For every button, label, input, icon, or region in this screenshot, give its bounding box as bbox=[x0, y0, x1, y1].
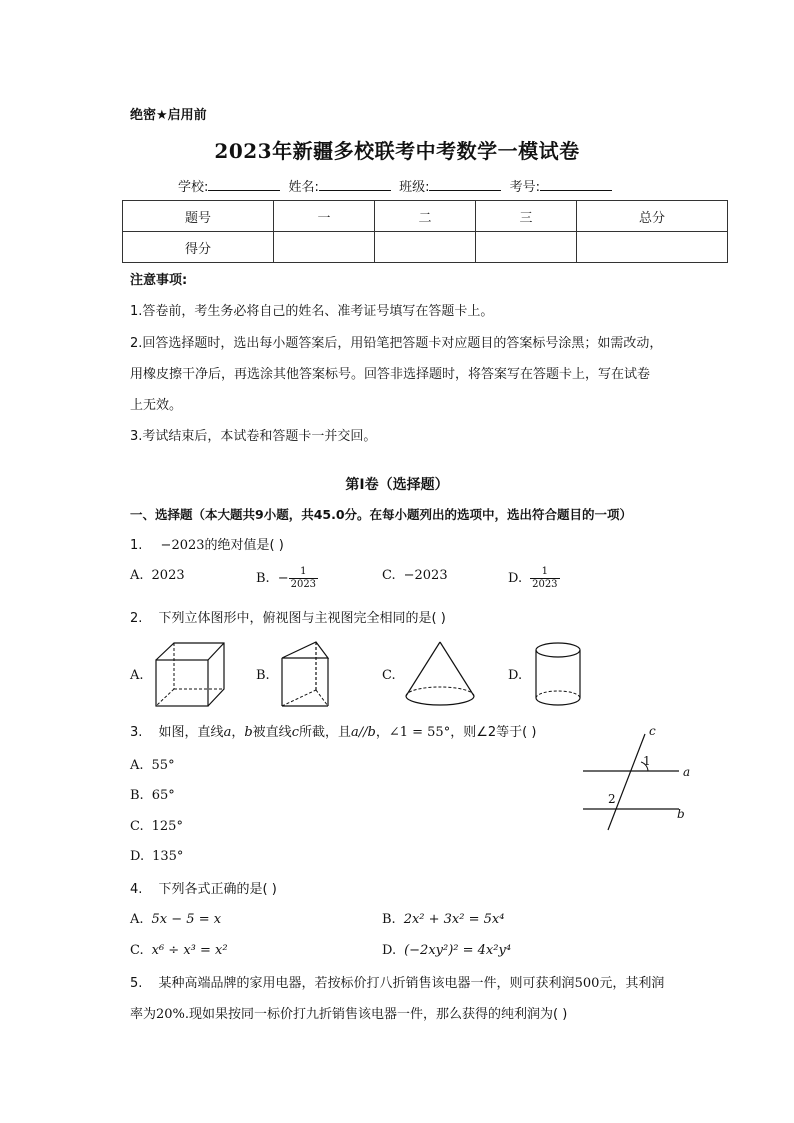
question-number: 5. bbox=[130, 976, 143, 991]
option-c[interactable]: C. bbox=[382, 668, 396, 683]
question-text: 某种高端品牌的家用电器，若按标价打八折销售该电器一件，则可获利润 bbox=[158, 976, 575, 991]
option-label: C. bbox=[382, 568, 396, 583]
table-cell: 一 bbox=[274, 201, 375, 232]
numerator: 1 bbox=[530, 566, 559, 579]
option-a[interactable] bbox=[130, 758, 175, 773]
denominator: 2023 bbox=[290, 579, 317, 590]
table-cell: 总分 bbox=[577, 201, 728, 232]
name-blank[interactable] bbox=[319, 178, 391, 191]
score-cell[interactable] bbox=[274, 232, 375, 263]
line-c bbox=[608, 734, 645, 830]
math-var: a bbox=[223, 725, 232, 740]
table-cell: 题号 bbox=[123, 201, 274, 232]
part-heading: 一、选择题（本大题共9小题，共45.0分。在每小题列出的选项中，选出符合题目的一项） bbox=[130, 507, 633, 522]
question-number: 4. bbox=[130, 882, 143, 897]
option-text: 65° bbox=[151, 788, 175, 803]
school-label: 学校: bbox=[178, 180, 209, 195]
label-c: c bbox=[649, 724, 656, 738]
table-cell: 二 bbox=[375, 201, 476, 232]
class-blank[interactable] bbox=[429, 178, 501, 191]
option-a[interactable] bbox=[130, 912, 221, 927]
question-text: 的绝对值是( ) bbox=[204, 538, 284, 553]
fraction bbox=[289, 566, 318, 591]
question-text: ， bbox=[375, 725, 389, 740]
exam-title: 2023年新疆多校联考中考数学一模试卷 bbox=[214, 139, 580, 163]
question-text: 下列各式正确的是( ) bbox=[158, 882, 277, 897]
option-label: D. bbox=[508, 571, 523, 586]
student-info-line bbox=[0, 176, 794, 195]
school-blank[interactable] bbox=[208, 178, 280, 191]
option-c[interactable] bbox=[382, 568, 448, 583]
table-cell: 得分 bbox=[123, 232, 274, 263]
question-text: 如图，直线 bbox=[158, 725, 224, 740]
question-5-line2 bbox=[130, 1005, 567, 1025]
question-text: ， bbox=[231, 725, 245, 740]
score-cell[interactable] bbox=[476, 232, 577, 263]
confidential-mark: 绝密★启用前 bbox=[130, 108, 207, 123]
question-text: .现如果按同一标价打九折销售该电器一件，那么获得的纯利润为( ) bbox=[184, 1007, 568, 1022]
score-cell[interactable] bbox=[577, 232, 728, 263]
question-number: 1. bbox=[130, 538, 143, 553]
section-title: 第I卷（选择题） bbox=[345, 477, 449, 493]
option-label: A. bbox=[130, 568, 144, 583]
option-label: C. bbox=[130, 819, 144, 834]
option-label: A. bbox=[130, 758, 144, 773]
option-d[interactable]: D. bbox=[508, 668, 523, 683]
math-expression: ∠1 = 55° bbox=[388, 725, 451, 740]
question-2-stem bbox=[130, 609, 446, 629]
option-text: 2023 bbox=[151, 568, 185, 583]
fraction bbox=[530, 566, 559, 591]
question-5-stem bbox=[130, 974, 664, 994]
math-expression: −2023 bbox=[160, 538, 205, 553]
cylinder-figure bbox=[530, 640, 586, 710]
math-number: 20% bbox=[156, 1007, 185, 1022]
option-c[interactable] bbox=[130, 819, 183, 834]
option-d[interactable] bbox=[130, 849, 183, 864]
option-text: (−2xy²)² = 4x²y⁴ bbox=[404, 943, 512, 958]
question-number: 3. bbox=[130, 725, 143, 740]
score-table bbox=[122, 200, 728, 263]
option-d[interactable] bbox=[508, 566, 560, 591]
option-label: B. bbox=[382, 912, 396, 927]
note-item: 2.回答选择题时，选出每小题答案后，用铅笔把答题卡对应题目的答案标号涂黑；如需改动， bbox=[130, 336, 663, 351]
option-label: B. bbox=[256, 571, 270, 586]
option-c[interactable] bbox=[130, 943, 228, 958]
numerator: 1 bbox=[289, 566, 318, 579]
option-a[interactable]: A. bbox=[130, 668, 144, 683]
table-cell: 三 bbox=[476, 201, 577, 232]
exam-number-blank[interactable] bbox=[540, 178, 612, 191]
option-text: −2023 bbox=[403, 568, 448, 583]
notes-heading: 注意事项: bbox=[130, 273, 188, 288]
option-text: 5x − 5 = x bbox=[151, 912, 222, 927]
cone-figure bbox=[400, 640, 480, 710]
exam-number-label: 考号: bbox=[509, 180, 540, 195]
table-row bbox=[123, 232, 728, 263]
math-var: c bbox=[291, 725, 299, 740]
option-label: D. bbox=[130, 849, 145, 864]
question-text: 所截，且 bbox=[298, 725, 351, 740]
question-1-stem bbox=[130, 536, 284, 556]
minus-sign: − bbox=[277, 571, 289, 586]
prism-figure bbox=[278, 640, 334, 710]
label-1: 1 bbox=[643, 754, 651, 768]
question-text: 下列立体图形中，俯视图与主视图完全相同的是( ) bbox=[158, 611, 446, 626]
option-label: A. bbox=[130, 912, 144, 927]
option-text: 2x² + 3x² = 5x⁴ bbox=[403, 912, 505, 927]
question-number: 2. bbox=[130, 611, 143, 626]
question-text: 率为 bbox=[130, 1007, 157, 1022]
question-text: 被直线 bbox=[252, 725, 292, 740]
option-a[interactable] bbox=[130, 568, 185, 583]
option-text: 125° bbox=[151, 819, 183, 834]
option-b[interactable] bbox=[130, 788, 175, 803]
class-label: 班级: bbox=[399, 180, 430, 195]
question-3-stem bbox=[130, 723, 536, 743]
table-row bbox=[123, 201, 728, 232]
note-item: 用橡皮擦干净后，再选涂其他答案标号。回答非选择题时，将答案写在答题卡上，写在试卷 bbox=[130, 367, 651, 382]
option-d[interactable] bbox=[382, 943, 511, 958]
math-var: b bbox=[244, 725, 253, 740]
question-text: 元，其利润 bbox=[599, 976, 665, 991]
score-cell[interactable] bbox=[375, 232, 476, 263]
option-b[interactable] bbox=[256, 566, 318, 591]
note-item: 3.考试结束后，本试卷和答题卡一并交回。 bbox=[130, 429, 377, 444]
option-label: B. bbox=[130, 788, 144, 803]
denominator: 2023 bbox=[532, 579, 558, 590]
option-text: 55° bbox=[151, 758, 175, 773]
cube-figure bbox=[150, 640, 230, 710]
option-b[interactable]: B. bbox=[256, 668, 270, 683]
question-text: ，则∠2等于( ) bbox=[450, 725, 537, 740]
option-text: 135° bbox=[152, 849, 184, 864]
question-4-stem bbox=[130, 880, 277, 900]
math-expression: a//b bbox=[350, 725, 376, 740]
option-label: D. bbox=[382, 943, 397, 958]
parallel-lines-figure bbox=[575, 722, 705, 837]
label-b: b bbox=[677, 807, 685, 821]
note-item: 1.答卷前，考生务必将自己的姓名、准考证号填写在答题卡上。 bbox=[130, 304, 494, 319]
note-item: 上无效。 bbox=[130, 398, 183, 413]
math-number: 500 bbox=[574, 976, 600, 991]
name-label: 姓名: bbox=[288, 180, 319, 195]
option-label: C. bbox=[130, 943, 144, 958]
option-text: x⁶ ÷ x³ = x² bbox=[151, 943, 228, 958]
label-2: 2 bbox=[608, 792, 616, 806]
option-b[interactable] bbox=[382, 912, 504, 927]
label-a: a bbox=[683, 765, 691, 779]
